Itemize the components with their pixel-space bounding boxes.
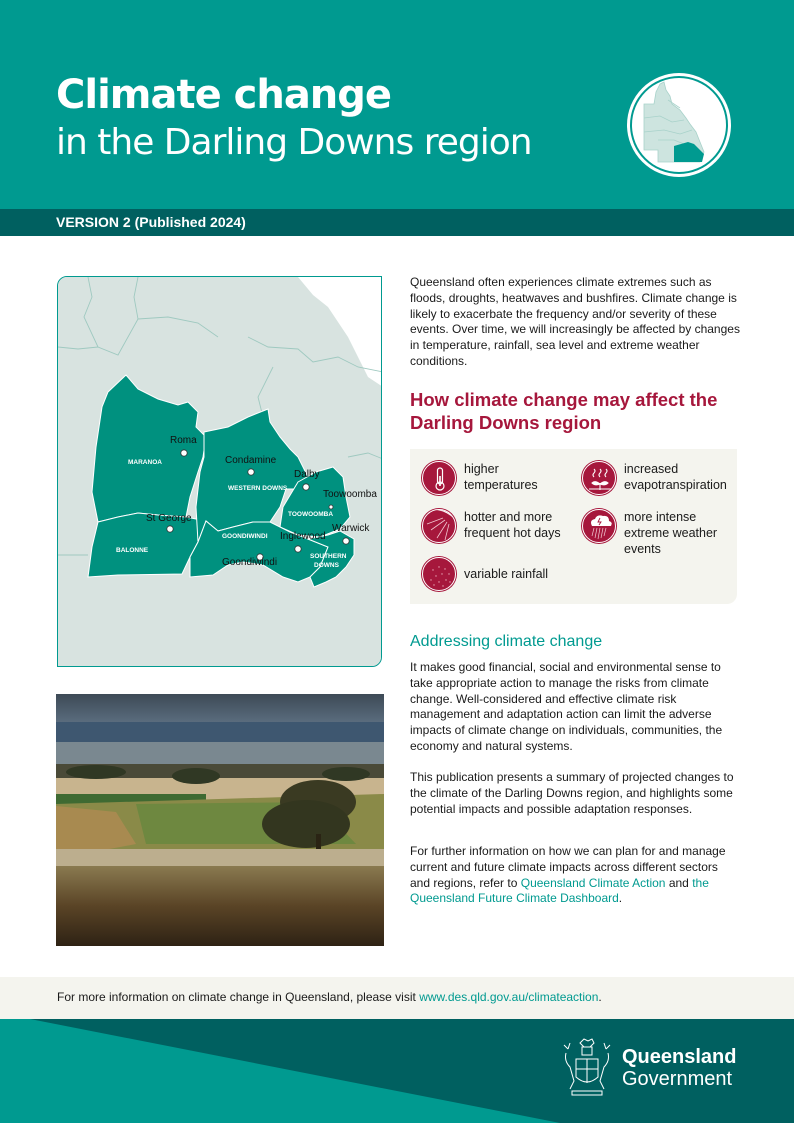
impact-hot-days (422, 509, 561, 543)
impact-label: hotter and more (464, 510, 553, 524)
addressing-paragraph-1: It makes good financial, social and environmental sense to take appropriate action to manage the risks from climate change. Well-considered and effective climate risk management and adaptation action can limit the adverse impacts of climate change on individuals, communities, the economy and natural systems. (410, 660, 723, 753)
impacts-panel (410, 449, 737, 604)
logo-text-government: Government (622, 1068, 733, 1090)
region-map (57, 276, 382, 667)
coat-of-arms-icon (560, 1037, 614, 1099)
footer-info-suffix: . (598, 990, 602, 1004)
queensland-locator-map-icon (624, 70, 734, 180)
page-subtitle: in the Darling Downs region (56, 122, 532, 163)
region-label-western-downs: WESTERN DOWNS (228, 485, 288, 492)
header-banner (0, 0, 794, 209)
rain-drops-icon (422, 557, 456, 591)
para3-suffix: . (618, 891, 623, 906)
sun-rays-icon (422, 509, 456, 543)
town-label-st-george: St George (146, 513, 192, 524)
para3-mid: and (665, 875, 693, 890)
link-climate-action-website[interactable]: www.des.qld.gov.au/climateaction (419, 990, 599, 1004)
version-bar (0, 209, 794, 236)
region-label-goondiwindi: GOONDIWINDI (222, 533, 268, 540)
link-queensland-climate-action[interactable]: Queensland Climate Action (520, 875, 666, 890)
town-label-roma: Roma (170, 435, 197, 446)
town-label-goondiwindi: Goondiwindi (222, 557, 278, 568)
footer-info-bar (0, 977, 794, 1019)
affect-heading: How climate change may affect the Darling Downs region (410, 389, 718, 433)
addressing-heading: Addressing climate change (410, 633, 603, 650)
impact-label: more intense (624, 510, 697, 524)
impact-label: increased (624, 462, 679, 476)
impact-extreme-weather (582, 509, 717, 557)
impact-higher-temperatures (422, 461, 538, 495)
town-label-dalby: Dalby (294, 469, 320, 480)
impact-label: higher (464, 462, 499, 476)
region-label-downs: DOWNS (314, 562, 339, 569)
thermometer-icon (422, 461, 456, 495)
addressing-paragraph-2: This publication presents a summary of projected changes to the climate of the Darling Downs region, and highlights some potential impacts and possible adaptation responses. (410, 770, 734, 816)
intro-paragraph: Queensland often experiences climate extremes such as floods, droughts, heatwaves and bushfires. Climate change is likely to exacerbate the frequency and/or severity of these events. Over time, we will increasingly be affected by changes in temperature, rainfall, sea level and extreme weather conditions. (410, 275, 740, 368)
storm-cloud-icon (582, 509, 616, 543)
impact-label: temperatures (464, 478, 538, 492)
impact-label: extreme weather (624, 526, 718, 540)
region-label-balonne: BALONNE (116, 547, 149, 554)
para3-prefix: For further information on how we can plan for and manage current and future climate impacts across different sectors and regions, refer to (410, 844, 726, 890)
queensland-government-logo (560, 1037, 736, 1099)
region-label-maranoa: MARANOA (128, 459, 162, 466)
footer-info-text (57, 990, 602, 1004)
footer-info-prefix: For more information on climate change in Queensland, please visit (57, 990, 420, 1004)
landscape-photo (56, 694, 384, 946)
logo-text-queensland: Queensland (622, 1046, 737, 1068)
version-label: VERSION 2 (Published 2024) (56, 214, 246, 230)
page-title: Climate change (56, 72, 392, 118)
town-label-condamine: Condamine (225, 455, 277, 466)
impact-label: variable rainfall (464, 567, 549, 581)
impact-variable-rainfall (422, 557, 548, 591)
impact-label: events (624, 542, 661, 556)
town-label-inglewood: Inglewood (280, 531, 326, 542)
impact-evapotranspiration (582, 461, 727, 495)
addressing-paragraph-3 (410, 844, 740, 907)
link-future-climate-dashboard[interactable]: the Queensland Future Climate Dashboard (410, 875, 709, 906)
region-label-toowoomba: TOOWOOMBA (288, 511, 334, 518)
town-label-warwick: Warwick (332, 523, 370, 534)
impact-label: evapotranspiration (624, 478, 727, 492)
region-label-southern: SOUTHERN (310, 553, 347, 560)
evaporation-plant-icon (582, 461, 616, 495)
impact-label: frequent hot days (464, 526, 561, 540)
town-label-toowoomba: Toowoomba (323, 489, 377, 500)
